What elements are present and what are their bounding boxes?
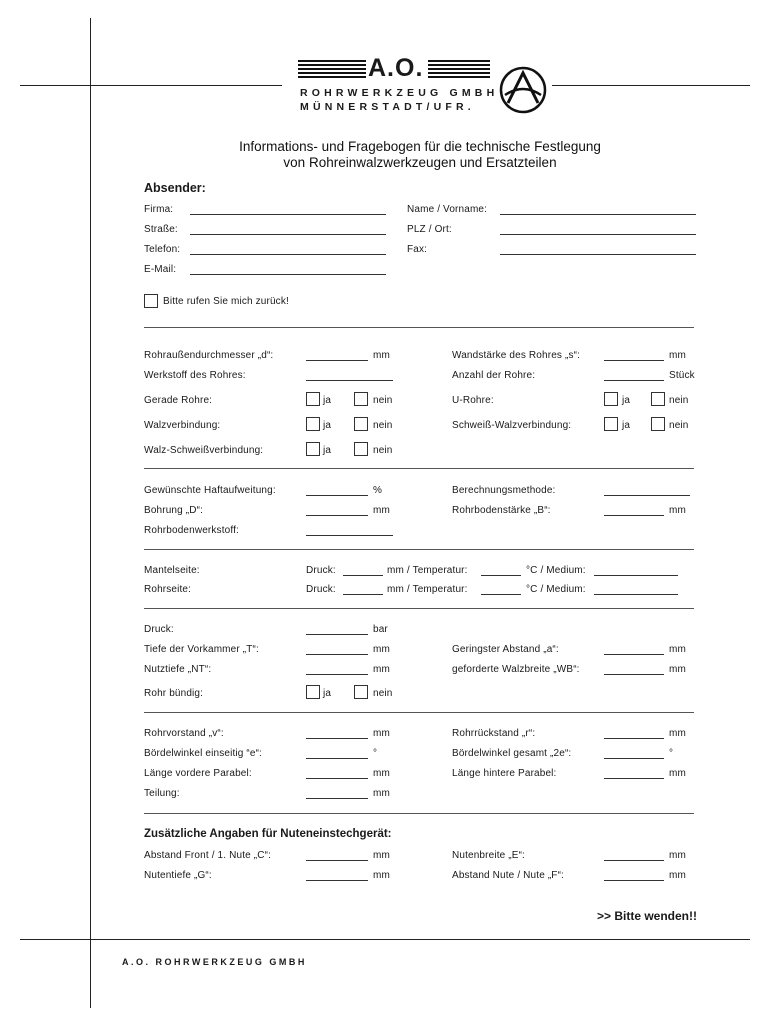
schweisswalz-ja-checkbox[interactable] bbox=[604, 417, 618, 431]
walz-ja-checkbox[interactable] bbox=[306, 417, 320, 431]
gerade-nein-checkbox[interactable] bbox=[354, 392, 368, 406]
field-mantel-medium[interactable] bbox=[594, 575, 678, 576]
schweisswalz-ja-label: ja bbox=[622, 420, 631, 431]
label-name: Name / Vorname: bbox=[407, 204, 488, 215]
label-abstandnute: Abstand Nute / Nute „F“: bbox=[452, 870, 564, 881]
schweisswalz-nein-label: nein bbox=[669, 420, 689, 431]
divider bbox=[144, 813, 694, 814]
label-wandstaerke: Wandstärke des Rohres „s“: bbox=[452, 350, 581, 361]
groove-heading: Zusätzliche Angaben für Nuteneinstechgerät: bbox=[144, 828, 392, 840]
field-firma[interactable] bbox=[190, 214, 386, 215]
unit-mm: mm bbox=[373, 505, 390, 516]
label-anzahl: Anzahl der Rohre: bbox=[452, 370, 536, 381]
label-medium: °C / Medium: bbox=[526, 565, 586, 576]
unit-bar: bar bbox=[373, 624, 388, 635]
label-walzverbindung: Walzverbindung: bbox=[144, 420, 221, 431]
label-urohre: U-Rohre: bbox=[452, 395, 494, 406]
field-boerdel1[interactable] bbox=[306, 758, 368, 759]
field-rohrvorstand[interactable] bbox=[306, 738, 368, 739]
form-title-line2: von Rohreinwalzwerkzeugen und Ersatzteilen bbox=[283, 155, 557, 170]
field-anzahl[interactable] bbox=[604, 380, 664, 381]
field-telefon[interactable] bbox=[190, 254, 386, 255]
logo-stripes-right bbox=[428, 60, 490, 78]
field-nutenbreite[interactable] bbox=[604, 860, 664, 861]
urohre-ja-label: ja bbox=[622, 395, 631, 406]
field-mantel-druck[interactable] bbox=[343, 575, 383, 576]
field-nutztiefe[interactable] bbox=[306, 674, 368, 675]
label-bohrung: Bohrung „D“: bbox=[144, 505, 204, 516]
divider bbox=[144, 327, 694, 328]
walz-nein-label: nein bbox=[373, 420, 393, 431]
walz-nein-checkbox[interactable] bbox=[354, 417, 368, 431]
label-schweisswalz: Schweiß-Walzverbindung: bbox=[452, 420, 572, 431]
buendig-ja-label: ja bbox=[323, 688, 332, 699]
label-aussendurchmesser: Rohraußendurchmesser „d“: bbox=[144, 350, 274, 361]
field-druck[interactable] bbox=[306, 634, 368, 635]
divider bbox=[144, 549, 694, 550]
unit-mm: mm bbox=[669, 870, 686, 881]
label-rohrbodenwerkstoff: Rohrbodenwerkstoff: bbox=[144, 525, 239, 536]
label-mm-temp: mm / Temperatur: bbox=[387, 584, 468, 595]
field-vordere[interactable] bbox=[306, 778, 368, 779]
unit-degree: ° bbox=[373, 748, 378, 759]
field-strasse[interactable] bbox=[190, 234, 386, 235]
label-rohrrueck: Rohrrückstand „r“: bbox=[452, 728, 536, 739]
unit-mm: mm bbox=[373, 870, 390, 881]
label-fax: Fax: bbox=[407, 244, 428, 255]
walzschweiss-ja-label: ja bbox=[323, 445, 332, 456]
field-name[interactable] bbox=[500, 214, 696, 215]
label-vordere: Länge vordere Parabel: bbox=[144, 768, 252, 779]
field-haftaufweitung[interactable] bbox=[306, 495, 368, 496]
unit-degree: ° bbox=[669, 748, 674, 759]
urohre-nein-checkbox[interactable] bbox=[651, 392, 665, 406]
label-nutztiefe: Nutztiefe „NT“: bbox=[144, 664, 212, 675]
field-email[interactable] bbox=[190, 274, 386, 275]
field-rohr-druck[interactable] bbox=[343, 594, 383, 595]
footer-company: A.O. ROHRWERKZEUG GMBH bbox=[122, 957, 307, 967]
field-plz[interactable] bbox=[500, 234, 696, 235]
divider bbox=[144, 712, 694, 713]
unit-mm: mm bbox=[669, 350, 686, 361]
label-medium: °C / Medium: bbox=[526, 584, 586, 595]
label-abstandfront: Abstand Front / 1. Nute „C“: bbox=[144, 850, 272, 861]
unit-mm: mm bbox=[373, 728, 390, 739]
label-berechnung: Berechnungsmethode: bbox=[452, 485, 556, 496]
label-rohrseite: Rohrseite: bbox=[144, 584, 192, 595]
form-title-line1: Informations- und Fragebogen für die technische Festlegung bbox=[239, 139, 601, 154]
buendig-nein-checkbox[interactable] bbox=[354, 685, 368, 699]
header-rule-left bbox=[20, 85, 282, 86]
field-rohrbodenstaerke[interactable] bbox=[604, 515, 664, 516]
field-rohr-medium[interactable] bbox=[594, 594, 678, 595]
logo-stripes-left bbox=[298, 60, 366, 78]
label-buendig: Rohr bündig: bbox=[144, 688, 204, 699]
field-rohr-temp[interactable] bbox=[481, 594, 521, 595]
gerade-ja-checkbox[interactable] bbox=[306, 392, 320, 406]
schweisswalz-nein-checkbox[interactable] bbox=[651, 417, 665, 431]
unit-stueck: Stück bbox=[669, 370, 695, 381]
unit-mm: mm bbox=[373, 850, 390, 861]
label-abstand: Geringster Abstand „a“: bbox=[452, 644, 559, 655]
field-nutentiefe[interactable] bbox=[306, 880, 368, 881]
label-teilung: Teilung: bbox=[144, 788, 180, 799]
label-firma: Firma: bbox=[144, 204, 174, 215]
walzschweiss-ja-checkbox[interactable] bbox=[306, 442, 320, 456]
label-nutenbreite: Nutenbreite „E“: bbox=[452, 850, 525, 861]
unit-mm: mm bbox=[669, 664, 686, 675]
field-wandstaerke[interactable] bbox=[604, 360, 664, 361]
callback-label: Bitte rufen Sie mich zurück! bbox=[163, 296, 289, 307]
unit-mm: mm bbox=[669, 644, 686, 655]
field-fax[interactable] bbox=[500, 254, 696, 255]
logo-emblem-icon bbox=[498, 65, 548, 115]
field-hintere[interactable] bbox=[604, 778, 664, 779]
label-boerdel2: Bördelwinkel gesamt „2e“: bbox=[452, 748, 572, 759]
field-bohrung[interactable] bbox=[306, 515, 368, 516]
field-rohrrueck[interactable] bbox=[604, 738, 664, 739]
unit-mm: mm bbox=[669, 505, 686, 516]
unit-mm: mm bbox=[373, 644, 390, 655]
label-boerdel1: Bördelwinkel einseitig “e“: bbox=[144, 748, 262, 759]
label-strasse: Straße: bbox=[144, 224, 178, 235]
label-vorkammer: Tiefe der Vorkammer „T“: bbox=[144, 644, 259, 655]
field-walzbreite[interactable] bbox=[604, 674, 664, 675]
urohre-nein-label: nein bbox=[669, 395, 689, 406]
unit-mm: mm bbox=[373, 350, 390, 361]
divider bbox=[144, 468, 694, 469]
label-werkstoff: Werkstoff des Rohres: bbox=[144, 370, 246, 381]
label-rohrvorstand: Rohrvorstand „v“: bbox=[144, 728, 224, 739]
field-abstandnute[interactable] bbox=[604, 880, 664, 881]
field-aussendurchmesser[interactable] bbox=[306, 360, 368, 361]
label-druck: Druck: bbox=[306, 565, 336, 576]
label-nutentiefe: Nutentiefe „G“: bbox=[144, 870, 212, 881]
unit-mm: mm bbox=[373, 664, 390, 675]
callback-checkbox[interactable] bbox=[144, 294, 158, 308]
urohre-ja-checkbox[interactable] bbox=[604, 392, 618, 406]
label-druck: Druck: bbox=[144, 624, 174, 635]
field-abstand[interactable] bbox=[604, 654, 664, 655]
label-rohrbodenstaerke: Rohrbodenstärke „B“: bbox=[452, 505, 551, 516]
walzschweiss-nein-checkbox[interactable] bbox=[354, 442, 368, 456]
label-telefon: Telefon: bbox=[144, 244, 181, 255]
unit-mm: mm bbox=[669, 850, 686, 861]
footer-rule bbox=[20, 939, 750, 940]
buendig-ja-checkbox[interactable] bbox=[306, 685, 320, 699]
label-haftaufweitung: Gewünschte Haftaufweitung: bbox=[144, 485, 276, 496]
unit-mm: mm bbox=[373, 788, 390, 799]
header-rule-right bbox=[552, 85, 750, 86]
field-vorkammer[interactable] bbox=[306, 654, 368, 655]
walz-ja-label: ja bbox=[323, 420, 332, 431]
label-hintere: Länge hintere Parabel: bbox=[452, 768, 557, 779]
unit-mm: mm bbox=[669, 728, 686, 739]
gerade-ja-label: ja bbox=[323, 395, 332, 406]
field-teilung[interactable] bbox=[306, 798, 368, 799]
label-mantelseite: Mantelseite: bbox=[144, 565, 200, 576]
label-plz: PLZ / Ort: bbox=[407, 224, 452, 235]
field-werkstoff[interactable] bbox=[306, 380, 393, 381]
label-email: E-Mail: bbox=[144, 264, 177, 275]
field-mantel-temp[interactable] bbox=[481, 575, 521, 576]
logo-city: MÜNNERSTADT/UFR. bbox=[300, 101, 475, 113]
buendig-nein-label: nein bbox=[373, 688, 393, 699]
label-mm-temp: mm / Temperatur: bbox=[387, 565, 468, 576]
please-turn-note: >> Bitte wenden!! bbox=[596, 909, 697, 923]
sender-heading: Absender: bbox=[144, 181, 206, 195]
field-abstandfront[interactable] bbox=[306, 860, 368, 861]
field-berechnung[interactable] bbox=[604, 495, 690, 496]
walzschweiss-nein-label: nein bbox=[373, 445, 393, 456]
divider bbox=[144, 608, 694, 609]
logo-brand: A.O. bbox=[368, 54, 424, 82]
field-rohrbodenwerkstoff[interactable] bbox=[306, 535, 393, 536]
label-walzschweiss: Walz-Schweißverbindung: bbox=[144, 445, 264, 456]
unit-percent: % bbox=[373, 485, 383, 496]
logo-company-name: ROHRWERKZEUG GMBH bbox=[300, 87, 499, 99]
label-gerade: Gerade Rohre: bbox=[144, 395, 213, 406]
field-boerdel2[interactable] bbox=[604, 758, 664, 759]
label-druck: Druck: bbox=[306, 584, 336, 595]
label-walzbreite: geforderte Walzbreite „WB“: bbox=[452, 664, 580, 675]
unit-mm: mm bbox=[373, 768, 390, 779]
gerade-nein-label: nein bbox=[373, 395, 393, 406]
unit-mm: mm bbox=[669, 768, 686, 779]
